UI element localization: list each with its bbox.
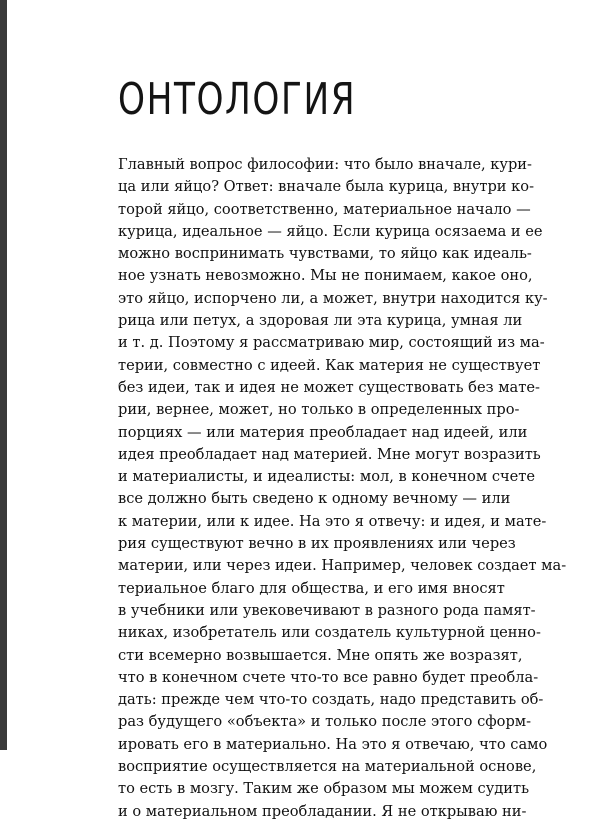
text-line: сти всемерно возвышается. Мне опять же возразят,: [118, 646, 523, 664]
text-line: ное узнать невозможно. Мы не понимаем, какое оно,: [118, 267, 533, 285]
text-line: идея преобладает над материей. Мне могут возразить: [118, 445, 541, 463]
text-line: к материи, или к идее. На это я отвечу: и идея, и мате-: [118, 512, 547, 530]
text-line: и материалисты, и идеалисты: мол, в конечном счете: [118, 468, 535, 486]
text-line: то есть в мозгу. Таким же образом мы можем судить: [118, 780, 530, 798]
text-line: рии, вернее, может, но только в определенных про-: [118, 401, 520, 419]
text-line: Главный вопрос философии: что было вначале, кури-: [118, 156, 532, 173]
page-edge-shadow: [0, 0, 7, 750]
text-line: курица, идеальное — яйцо. Если курица осязаема и ее: [118, 222, 543, 240]
chapter-title: ОНТОЛОГИЯ: [118, 74, 357, 125]
text-line: раз будущего «объекта» и только после этого сформ-: [118, 713, 532, 731]
text-line: и о материальном преобладании. Я не открываю ни-: [118, 802, 527, 820]
body-text: [118, 154, 567, 823]
text-line: порциях — или материя преобладает над идеей, или: [118, 423, 528, 441]
text-line: ца или яйцо? Ответ: вначале была курица, внутри ко-: [118, 178, 535, 196]
text-line: рица или петух, а здоровая ли эта курица, умная ли: [118, 312, 523, 330]
text-line: ировать его в материально. На это я отвечаю, что само: [118, 735, 548, 753]
text-line: терии, совместно с идеей. Как материя не существует: [118, 356, 541, 374]
text-line: в учебники или увековечивают в разного рода памят-: [118, 601, 536, 619]
text-line: териальное благо для общества, и его имя вносят: [118, 579, 505, 597]
text-line: дать: прежде чем что-то создать, надо представить об-: [118, 691, 544, 709]
text-line: никах, изобретатель или создатель культурной ценно-: [118, 624, 541, 642]
text-line: это яйцо, испорчено ли, а может, внутри находится ку-: [118, 289, 548, 307]
text-line: без идеи, так и идея не может существовать без мате-: [118, 378, 540, 396]
text-line: торой яйцо, соответственно, материальное начало —: [118, 200, 531, 218]
text-line: можно воспринимать чувствами, то яйцо как идеаль-: [118, 245, 532, 263]
text-line: материи, или через идеи. Например, человек создает ма-: [118, 557, 567, 575]
text-line: что в конечном счете что-то все равно будет преобла-: [118, 668, 539, 686]
text-line: восприятие осуществляется на материальной основе,: [118, 758, 537, 776]
text-line: рия существуют вечно в их проявлениях или через: [118, 535, 516, 553]
text-line: и т. д. Поэтому я рассматриваю мир, состоящий из ма-: [118, 334, 545, 352]
text-line: все должно быть сведено к одному вечному — или: [118, 490, 511, 508]
